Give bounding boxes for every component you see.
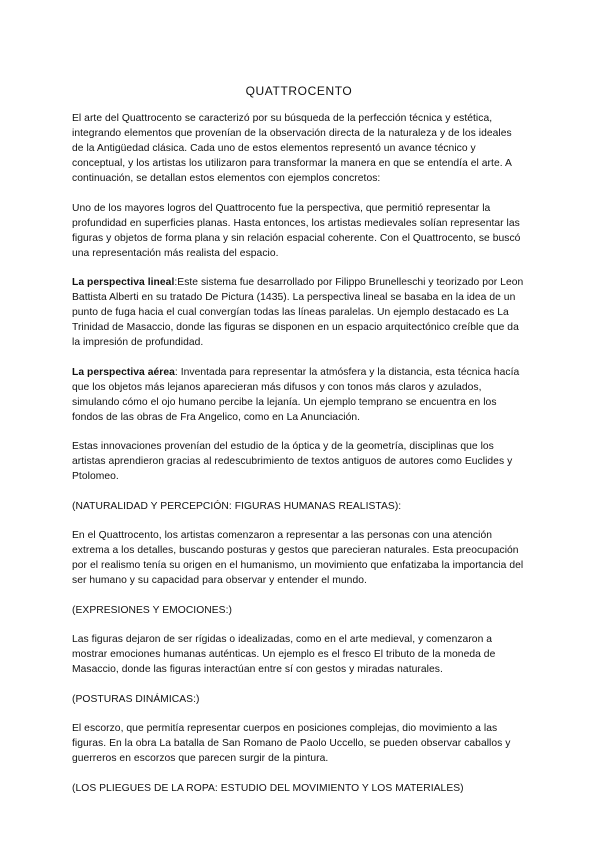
paragraph-text: Uno de los mayores logros del Quattrocento fue la perspectiva, que permitió representar la profundidad en superficies planas. Hasta entonces, los artistas medievales solían representar las figuras y objetos de forma plana y sin relación espacial coherente. Con el Quattrocento, se buscó una representación más realista del espacio. xyxy=(72,202,521,259)
section-heading-text: (NATURALIDAD Y PERCEPCIÓN: FIGURAS HUMANAS REALISTAS): xyxy=(72,500,402,512)
paragraph-optics xyxy=(72,439,526,484)
paragraph-text: El escorzo, que permitía representar cuerpos en posiciones complejas, dio movimiento a las figuras. En la obra La batalla de San Romano de Paolo Uccello, se pueden observar caballos y guerreros en escorzos que parecen surgir de la pintura. xyxy=(72,723,511,764)
paragraph-intro xyxy=(72,111,526,186)
paragraph-perspective xyxy=(72,201,526,261)
paragraph-text: : Inventada para representar la atmósfera y la distancia, esta técnica hacía que los objetos más lejanos aparecieran más difusos y con tonos más claros y azulados, simulando cómo el ojo humano percibe la lejanía. Un ejemplo temprano se encuentra en los fondos de las obras de Fra Angelico, como en La Anunciación. xyxy=(72,366,520,423)
section-heading-pliegues xyxy=(72,781,526,796)
paragraph-text: El arte del Quattrocento se caracterizó por su búsqueda de la perfección técnica y estética, integrando elementos que provenían de la observación directa de la naturaleza y de los ideales de la Antigüedad clásica. Cada uno de estos elementos representó un avance técnico y conceptual, y los artistas los utilizaron para transformar la manera en que se entendía el arte. A continuación, se detallan estos elementos con ejemplos concretos: xyxy=(72,113,512,184)
section-heading-text: (LOS PLIEGUES DE LA ROPA: ESTUDIO DEL MOVIMIENTO Y LOS MATERIALES) xyxy=(72,782,464,794)
paragraph-realism xyxy=(72,528,526,588)
paragraph-text: Estas innovaciones provenían del estudio de la óptica y de la geometría, disciplinas que los artistas aprendieron gracias al redescubrimiento de textos antiguos de autores como Euclides y Ptolomeo. xyxy=(72,441,513,482)
section-heading-posturas xyxy=(72,692,526,707)
document-title: QUATTROCENTO xyxy=(245,84,353,98)
section-heading-expresiones xyxy=(72,603,526,618)
paragraph-text: :Este sistema fue desarrollado por Filippo Brunelleschi y teorizado por Leon Battista Alberti en su tratado De Pictura (1435). La perspectiva lineal se basaba en la idea de un punto de fuga hacia el cual convergían todas las líneas paralelas. Un ejemplo destacado es La Trinidad de Masaccio, donde las figuras se disponen en un espacio arquitectónico creíble que da la impresión de profundidad. xyxy=(72,277,524,348)
section-heading-naturalidad xyxy=(72,499,526,514)
paragraph-text: En el Quattrocento, los artistas comenzaron a representar a las personas con una atención extrema a los detalles, buscando posturas y gestos que parecieran naturales. Esta preocupación por el realismo tenía su origen en el humanismo, un movimiento que enfatizaba la importancia del ser humano y su capacidad para observar y entender el mundo. xyxy=(72,530,524,586)
term-heading: La perspectiva aérea xyxy=(72,366,175,378)
paragraph-text: Las figuras dejaron de ser rígidas o idealizadas, como en el arte medieval, y comenzaron a mostrar emociones humanas auténticas. Un ejemplo es el fresco El tributo de la moneda de Masaccio, donde las figuras interactúan entre sí con gestos y miradas naturales. xyxy=(72,634,496,675)
paragraph-emotions xyxy=(72,632,526,677)
document-page xyxy=(72,84,526,810)
section-heading-text: (POSTURAS DINÁMICAS:) xyxy=(72,693,200,705)
paragraph-foreshortening xyxy=(72,721,526,766)
section-heading-text: (EXPRESIONES Y EMOCIONES:) xyxy=(72,604,232,616)
paragraph-linear-perspective xyxy=(72,275,526,350)
term-heading: La perspectiva lineal xyxy=(72,277,175,288)
paragraph-aerial-perspective xyxy=(72,365,526,425)
